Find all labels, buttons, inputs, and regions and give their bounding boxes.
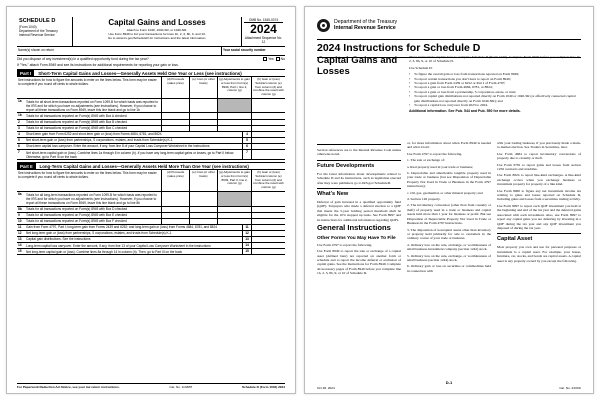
use-list-item: • To report a gain from Form 2439 or 6252 or Part I of Form 4797;: [409, 81, 581, 85]
schedule-d-form-page: [6, 6, 296, 394]
line-description: Totals for all transactions reported on Form(s) 8949 with Box C checked: [26, 126, 128, 131]
adjustments-cell[interactable]: [217, 219, 251, 224]
line-box-number: 15: [242, 249, 251, 254]
line-box-number: 11: [242, 225, 251, 230]
part2-column-header: [17, 170, 285, 192]
use-list-item: • To figure the overall gain or loss from transactions reported on Form 8949;: [409, 72, 581, 76]
amount-cell[interactable]: [251, 132, 285, 137]
section-ref-note: Section references are to the Internal Revenue Code unless otherwise noted.: [317, 148, 401, 157]
amount-cell[interactable]: [251, 249, 285, 254]
line-box-number: 4: [242, 132, 251, 137]
cost-cell[interactable]: [189, 219, 217, 224]
line-description: Totals for all transactions reported on Form(s) 8949 with Box D checked: [26, 207, 128, 211]
form-title-block: [73, 17, 241, 46]
qof-question: [17, 57, 285, 62]
instr-column-2: [407, 141, 491, 379]
proceeds-cell[interactable]: [161, 219, 189, 224]
additional-info-text: Additional information. See Pub. 544 and Pub. 550 for more details.: [409, 109, 521, 114]
cost-cell[interactable]: [189, 113, 217, 118]
line-description: Totals for all long-term transactions reported on Form 1099-B for which basis was reported to the IRS and for which you have no adjustments (see instructions). However, if you choose to report all these transactions on Form 8949, leave this line blank and go to line 8b: [26, 192, 157, 205]
use-label: Use Schedule D:: [409, 65, 433, 70]
future-developments-heading: Future Developments: [317, 160, 401, 170]
part1-label: Part I: [17, 70, 34, 76]
line-description: Short-term capital loss carryover. Enter the amount, if any, from line 8 of your Capital Loss Carryover Worksheet in the instructions: [26, 144, 210, 149]
column-g-header: (g) Adjustments to gain or loss from Form(s) 8949, Part I, line 2, column (g): [217, 77, 251, 98]
amount-cell[interactable]: [251, 237, 285, 242]
col2-p8: 2. The involuntary conversion (other than from casualty or theft) of property used in a trade or business and capital assets held more than 1 year for business or profit. But see Disposition of Depreciable Property Not Used in Trade or Business in the Form 4797 instructions.: [407, 203, 491, 226]
form-year-block: [241, 17, 285, 46]
line-description: Totals for all transactions reported on Form(s) 8949 with Box A checked: [26, 113, 127, 118]
adjustments-cell[interactable]: [217, 120, 251, 125]
line-box-number: 5: [242, 138, 251, 143]
col2-p3: 1. The sale or exchange of:: [407, 158, 445, 163]
line-number: 9: [18, 212, 20, 217]
yes-label: Yes: [268, 57, 274, 61]
line-number: 2: [18, 119, 20, 124]
form-sub2: Use Form 8949 to list your transactions for lines 1b, 2, 3, 8b, 9, and 10.: [108, 32, 206, 36]
form-irs: Internal Revenue Service: [19, 32, 55, 37]
line-description: Long-term capital loss carryover. Enter the amount, if any, from line 13 of your Capital Loss Carryover Worksheet in the instructions: [26, 243, 211, 248]
line-box-number: 13: [242, 237, 251, 242]
line-number: 11: [18, 224, 22, 229]
adjustments-cell[interactable]: [217, 213, 251, 218]
line-number: 3: [18, 125, 20, 130]
gain-loss-cell[interactable]: [251, 126, 285, 131]
instructions-title: 2024 Instructions for Schedule D: [317, 42, 481, 54]
proceeds-cell[interactable]: [161, 213, 189, 218]
col2-p5: b. Depreciable and amortizable tangible property used in your trade or business (but see Disposition of Depreciable Property Not Used in Trade or Business in the Form 4797 instructions);: [407, 171, 491, 189]
line-description: Net short-term capital gain or (loss). Combine lines 1a through 6 in column (h). If you have any long-term capital gains or losses, go to Part II below. Otherwise, go to Part III on the back: [26, 150, 234, 159]
col2-p4: a. Real property used in your trade or business;: [407, 164, 473, 169]
qof-yes-no: [262, 57, 285, 62]
proceeds-cell[interactable]: [161, 192, 189, 205]
line-description: Totals for all transactions reported on Form(s) 8949 with Box B checked: [26, 120, 127, 125]
column-d-header: (d) Proceeds (sales price): [161, 77, 189, 98]
line-number: 5: [18, 137, 20, 142]
form-sub1: Attach to Form 1040, 1040-SR, or 1040-NR.: [126, 28, 188, 32]
line-box-number: 6: [242, 144, 251, 149]
column-e-header-2: (e) Cost (or other basis): [189, 170, 217, 191]
line-number: 15: [18, 249, 22, 254]
col2-p1: or, for more information about when Form 8949 is needed and what it isn't.: [407, 141, 491, 150]
cost-cell[interactable]: [189, 192, 217, 205]
column-instructions-2: See instructions for how to figure the amounts to enter on the lines below. This form may be easier to complete if you round off cents to whole dollars.: [18, 171, 157, 180]
form-title: Capital Gains and Losses: [108, 18, 206, 27]
tax-year: 2024: [250, 22, 277, 36]
whats-new-text: Deferral of gain invested in a qualified opportunity fund (QOF). Taxpayers who made a deferral election to a QOF that meets the 5-year holding period threshold shall be eligible for the 10% stepped up basis. See Form 8997 and its instructions for additional information regarding QOFs.: [317, 200, 401, 222]
page-number: D-1: [445, 380, 453, 385]
instr-date: Oct 28, 2024: [317, 386, 335, 390]
qof-note: If "Yes," attach Form 8949 and see its instructions for additional requirements for reporting your gain or loss.: [17, 62, 179, 67]
qof-question-text: Did you dispose of any investment(s) in a qualified opportunity fund during the tax year?: [17, 57, 149, 61]
part1-title: Short-Term Capital Gains and Losses—Generally Assets Held One Year or Less (see instructions): [38, 70, 242, 76]
adjustments-cell[interactable]: [217, 126, 251, 131]
line-description: Net long-term capital gain or (loss). Combine lines 8a through 14 in column (h). Then, go to Part III on the back: [26, 249, 183, 254]
form-line-row: [17, 192, 285, 206]
agency-dept: Department of the Treasury: [334, 19, 398, 25]
ssn-field[interactable]: Your social security number: [221, 47, 285, 55]
line-description: Capital gain distributions. See the instructions: [26, 237, 91, 242]
part2-title: Long-Term Capital Gains and Losses—Generally Assets Held More Than One Year (see instructions): [39, 163, 249, 169]
omb-number: OMB No. 1545-0074: [244, 18, 283, 23]
line-number: 6: [18, 143, 20, 148]
gain-loss-cell[interactable]: [251, 113, 285, 118]
line-number: 10: [18, 218, 22, 223]
yes-checkbox[interactable]: [263, 57, 267, 61]
no-label: No: [280, 57, 285, 61]
use-list-item: • To report a gain or loss from a partnership, S corporation, estate, or trust;: [409, 90, 581, 94]
line-number: 4: [18, 131, 20, 136]
adjustments-cell: [217, 99, 251, 112]
agency-irs: Internal Revenue Service: [334, 25, 396, 31]
column-instructions: See instructions for how to figure the amounts to enter on the lines below. This form may be easier to complete if you round off cents to whole dollars.: [18, 78, 157, 87]
line-number: 8a: [18, 192, 22, 197]
line-description: Short-term gain from Form 6252 and short-term gain or (loss) from Forms 4684, 6781, and 8824: [26, 132, 162, 137]
column-h-header: (h) Gain or (loss) Subtract column (e) from column (d) and combine the result with column (g): [251, 77, 285, 98]
other-forms-text-1: Use Form 4797 to report the following.: [317, 242, 373, 247]
attachment-seq: Attachment Sequence No. 12: [244, 36, 283, 44]
col2-p6: c. Oil, gas, geothermal, or other mineral property; and: [407, 190, 483, 195]
proceeds-cell[interactable]: [161, 126, 189, 131]
part2-rows: [7, 192, 295, 255]
amount-cell[interactable]: [251, 225, 285, 230]
use-list-item: • To report a gain or loss from Form 4684, 6781, or 8824;: [409, 85, 581, 89]
adjustments-cell: [217, 192, 251, 205]
line-description: Totals for all transactions reported on Form(s) 8949 with Box F checked: [26, 219, 127, 224]
adjustments-cell[interactable]: [217, 207, 251, 212]
form-line-row: [17, 150, 285, 160]
intro-text: These instructions explain how to complete Schedule D (Form 1040). Complete Form 8949 before you complete line 1b, 2, 3, 8b, 9, or 10 of Schedule D.: [409, 55, 581, 64]
cost-cell[interactable]: [189, 120, 217, 125]
proceeds-cell[interactable]: [161, 113, 189, 118]
use-list-item: • To report capital gain distributions not reported directly on Form 1040 or 1040-SR (or effectively connected capital gain distributions not reported directly on Form 1040-NR); and: [409, 94, 581, 103]
column-h-header-2: (h) Gain or (loss) Subtract column (e) from column (d) and combine the result with column (g): [251, 170, 285, 191]
instructions-page: [304, 6, 594, 394]
line-number: 14: [18, 243, 22, 248]
col2-p9: 3. The disposition of noncapital assets other than inventory or property held primarily for sale to customers in the ordinary course of your trade or business.: [407, 227, 491, 241]
name-row: [17, 47, 285, 56]
treasury-seal-icon: [317, 19, 330, 32]
whats-new-heading: What's New: [317, 188, 401, 198]
cost-cell[interactable]: [189, 207, 217, 212]
part2-header: [17, 162, 285, 170]
gain-loss-cell[interactable]: [251, 207, 285, 212]
col3-p6: Use Form 8997 to report each QOF investment you held at the beginning and end of the tax year and the deferred gains associated with each investment. Also, use Form 8997 to report any capital gains you are deferring by investing in a QOF during the tax year and any QOF investment you disposed of during the tax year.: [497, 203, 581, 230]
other-forms-heading: Other Forms You May Have To File: [317, 235, 396, 241]
line-description: Totals for all short-term transactions reported on Form 1099-B for which basis was reported to the IRS and for which you have no adjustments (see instructions). However, if you choose to report all these transactions on Form 8949, leave this line blank and go to line 1b: [26, 99, 158, 112]
form-ref: (Form 1040): [19, 24, 37, 29]
form-header: [17, 17, 285, 47]
section-heading-block: [317, 55, 403, 77]
form-footer: [17, 383, 285, 389]
paperwork-notice: For Paperwork Reduction Act Notice, see your tax return instructions.: [17, 385, 120, 389]
col2-p12: 6. Ordinary gain or loss on securities or commodities held in connection with: [407, 264, 491, 273]
line-description: Net long-term gain or (loss) from partnerships, S corporations, estates, and trusts from Schedule(s) K-1: [26, 231, 172, 236]
use-list-item: • To report certain transactions you don't have to report on Form 8949;: [409, 77, 581, 81]
cost-cell[interactable]: [189, 99, 217, 112]
no-checkbox[interactable]: [276, 57, 280, 61]
use-list-item: • To report a capital loss carryover from 2023 to 2024.: [409, 103, 581, 107]
gain-loss-cell[interactable]: [251, 99, 285, 112]
proceeds-cell[interactable]: [161, 207, 189, 212]
name-field[interactable]: Name(s) shown on return: [18, 48, 54, 52]
capital-asset-heading: Capital Asset: [497, 233, 581, 243]
agency-block: [334, 19, 397, 31]
part2-label: Part II: [17, 163, 36, 169]
col3-p4: Use Form 8824 to report like-kind exchanges. A like-kind exchange occurs when you exchange business or investment property for property of a like kind.: [497, 173, 581, 187]
col3-p7: Most property you own and use for personal purposes or investment is a capital asset. For example, your house, furniture, car, stocks, and bonds are capital assets. A capital asset is any property owned by you except the following.: [497, 245, 581, 263]
form-footer-id: Schedule D (Form 1040) 2024: [241, 385, 285, 389]
form-line-row: [17, 249, 285, 255]
line-box-number: 7: [242, 150, 251, 159]
col2-p2: Use Form 4797 to report the following.: [407, 151, 463, 156]
col2-p7: d. Section 126 property.: [407, 197, 441, 202]
line-number: 1b: [18, 113, 22, 118]
instructions-header: [317, 17, 581, 33]
line-number: 1a: [18, 99, 22, 104]
amount-cell[interactable]: [251, 144, 285, 149]
schedule-label: SCHEDULE D: [19, 18, 56, 24]
gain-loss-cell[interactable]: [251, 213, 285, 218]
col3-p3: Use Form 6781 to report gains and losses from section 1256 contracts and straddles.: [497, 162, 581, 172]
gain-loss-cell[interactable]: [251, 192, 285, 205]
instr-column-3: [497, 141, 581, 379]
additional-info: [409, 109, 581, 113]
form-sub3: Go to www.irs.gov/ScheduleD for instructions and the latest information.: [107, 36, 207, 40]
cat-number: Cat. No. 11338H: [169, 385, 193, 389]
instructions-footer: [317, 386, 581, 390]
amount-cell[interactable]: [251, 231, 285, 236]
column-g-header-2: (g) Adjustments to gain or loss from Form(s) 8949, Part II, line 2, column (g): [217, 170, 251, 191]
column-e-header: (e) Cost (or other basis): [189, 77, 217, 98]
other-forms-text-2: Use Form 8949 to report the sale or exchange of a capital asset (defined later) not reported on another form or schedule and to report the income deferral or exclusion of capital gains. See the Instructions for Form 8949. Complete all necessary pages of Form 8949 before you complete line 1b, 2, 3, 8b, 9, or 10 of Schedule D.: [317, 249, 401, 276]
amount-cell[interactable]: [251, 150, 285, 159]
instruction-columns: [317, 141, 581, 379]
line-number: 7: [18, 150, 20, 155]
proceeds-cell[interactable]: [161, 99, 189, 112]
amount-cell[interactable]: [251, 138, 285, 143]
divider: [317, 144, 401, 145]
line-box-number: 14: [242, 243, 251, 248]
gain-loss-cell[interactable]: [251, 219, 285, 224]
form-id-block: [17, 17, 73, 46]
col3-p2: Use Form 4684 to report involuntary conversions of property due to casualty or theft.: [497, 151, 581, 161]
future-developments-text: For the latest information about developments related to Schedule D and its instructions, such as legislation enacted after they were published, go to IRS.gov/ScheduleD.: [317, 171, 401, 185]
intro-block: [409, 55, 581, 116]
cost-cell[interactable]: [189, 213, 217, 218]
form-line-row: [17, 99, 285, 113]
gain-loss-cell[interactable]: [251, 120, 285, 125]
col3-p5: Use Form 8960 to figure any net investment income tax relating to gains and losses reported on Schedule D, including gains and losses from a securities trading activity.: [497, 188, 581, 202]
form-dept: Department of the Treasury: [19, 28, 58, 33]
col2-p10: 4. Ordinary loss on the sale, exchange, or worthlessness of small business investment company (section 1242) stock.: [407, 242, 491, 252]
line-number: 12: [18, 230, 22, 235]
col2-p11: 5. Ordinary loss on the sale, exchange, or worthlessness of small business (section 1244) stock.: [407, 253, 491, 262]
section-title: Capital Gains and Losses: [317, 55, 398, 77]
line-number: 8b: [18, 206, 22, 211]
line-description: Totals for all transactions reported on Form(s) 8949 with Box E checked: [26, 213, 127, 218]
col3-p1: with your trading business, if you previously made a mark-to-market election. See Traders in Securities, later.: [497, 141, 581, 150]
amount-cell[interactable]: [251, 243, 285, 248]
line-description: Net short-term gain or (loss) from partnerships, S corporations, estates, and trusts from Schedule(s) K-1: [26, 138, 173, 143]
part1-rows: [7, 99, 295, 160]
column-d-header-2: (d) Proceeds (sales price): [161, 170, 189, 191]
proceeds-cell[interactable]: [161, 120, 189, 125]
line-description: Gain from Form 4797, Part I; long-term gain from Forms 2439 and 6252; and long-term gain or (loss) from Forms 4684, 6781, and 8824: [26, 225, 217, 230]
part1-header: [17, 69, 285, 77]
instr-cat-number: Cat. No. 24331I: [559, 386, 581, 390]
use-list: [409, 72, 581, 107]
part1-column-header: [17, 77, 285, 99]
general-instructions-heading: General Instructions: [317, 223, 391, 233]
line-number: 13: [18, 236, 22, 241]
cost-cell[interactable]: [189, 126, 217, 131]
line-box-number: 12: [242, 231, 251, 236]
instr-column-1: [317, 141, 401, 379]
adjustments-cell[interactable]: [217, 113, 251, 118]
